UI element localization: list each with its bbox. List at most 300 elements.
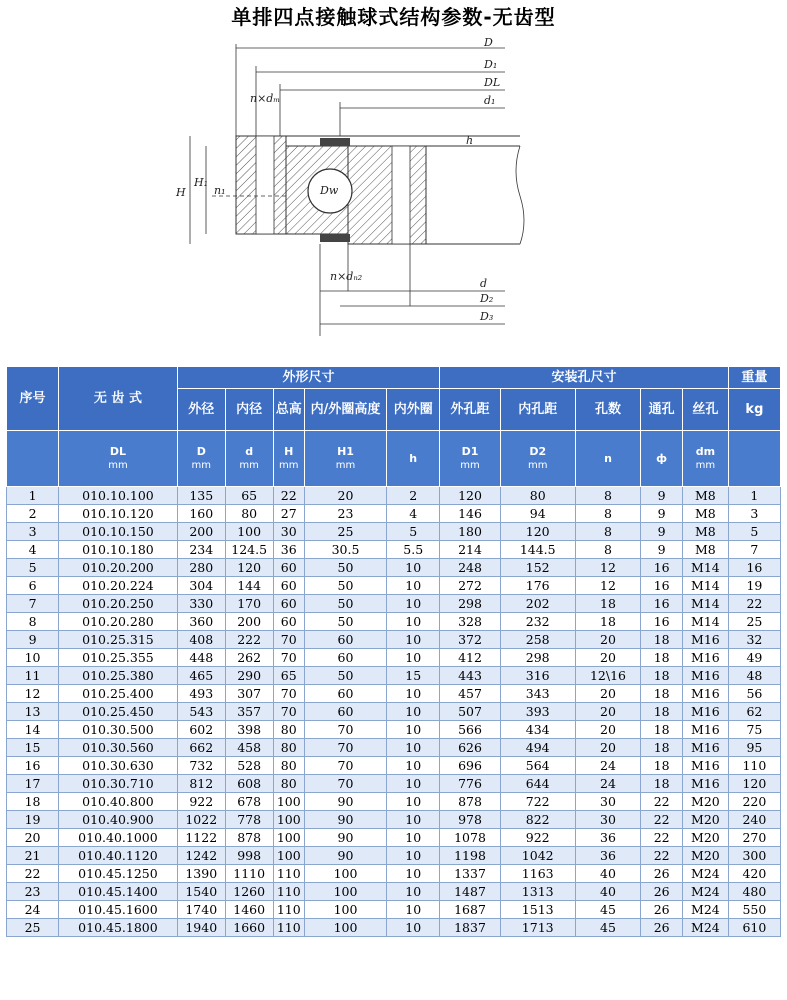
table-cell: M24 <box>682 901 728 919</box>
table-cell: 80 <box>273 775 304 793</box>
table-cell: 2 <box>7 505 59 523</box>
table-cell: 18 <box>641 775 683 793</box>
table-cell: 10 <box>387 739 440 757</box>
table-cell: 8 <box>575 523 641 541</box>
table-cell: 56 <box>728 685 780 703</box>
table-cell: M8 <box>682 523 728 541</box>
table-cell: 010.25.450 <box>59 703 178 721</box>
table-cell: 110 <box>273 883 304 901</box>
table-cell: 10 <box>387 919 440 937</box>
header-total-height: 总高 <box>273 389 304 431</box>
table-cell: 20 <box>575 685 641 703</box>
unit-kg <box>728 431 780 487</box>
table-cell: 10 <box>387 559 440 577</box>
table-cell: 010.20.280 <box>59 613 178 631</box>
table-cell: M8 <box>682 505 728 523</box>
table-cell: 550 <box>728 901 780 919</box>
header-ring-diff: 内外圈 <box>387 389 440 431</box>
table-cell: 10 <box>387 775 440 793</box>
table-cell: 393 <box>500 703 575 721</box>
table-cell: 412 <box>440 649 500 667</box>
table-cell: 10 <box>387 577 440 595</box>
table-cell: 528 <box>225 757 273 775</box>
table-row <box>7 595 781 613</box>
table-cell: 220 <box>728 793 780 811</box>
table-cell: 15 <box>387 667 440 685</box>
table-cell: 343 <box>500 685 575 703</box>
table-cell: 18 <box>641 685 683 703</box>
header-inner-hole: 内孔距 <box>500 389 575 431</box>
table-cell: 272 <box>440 577 500 595</box>
table-cell: 94 <box>500 505 575 523</box>
table-cell: 170 <box>225 595 273 613</box>
h-label: h <box>466 134 474 147</box>
spec-table <box>6 366 781 937</box>
table-cell: 662 <box>177 739 225 757</box>
header-kg: kg <box>728 389 780 431</box>
table-cell: 22 <box>641 847 683 865</box>
table-cell: 18 <box>641 721 683 739</box>
header-hole-count: 孔数 <box>575 389 641 431</box>
table-cell: 100 <box>304 901 386 919</box>
table-cell: M14 <box>682 577 728 595</box>
table-cell: 1337 <box>440 865 500 883</box>
table-cell: 010.40.900 <box>59 811 178 829</box>
table-cell: 15 <box>7 739 59 757</box>
table-cell: 010.30.560 <box>59 739 178 757</box>
table-cell: 1940 <box>177 919 225 937</box>
table-row <box>7 721 781 739</box>
table-cell: 270 <box>728 829 780 847</box>
table-cell: 19 <box>728 577 780 595</box>
table-cell: 7 <box>728 541 780 559</box>
header-type: 无 齿 式 <box>59 367 178 431</box>
unit-H: H mm <box>273 431 304 487</box>
table-cell: 11 <box>7 667 59 685</box>
unit-h: h <box>387 431 440 487</box>
table-cell: 8 <box>575 541 641 559</box>
table-cell: 1487 <box>440 883 500 901</box>
table-cell: 100 <box>273 847 304 865</box>
table-cell: 70 <box>304 721 386 739</box>
table-cell: 494 <box>500 739 575 757</box>
table-cell: 120 <box>225 559 273 577</box>
table-cell: 176 <box>500 577 575 595</box>
table-cell: 22 <box>641 829 683 847</box>
table-cell: 010.40.1000 <box>59 829 178 847</box>
unit-D2: D2 mm <box>500 431 575 487</box>
page-title: 单排四点接触球式结构参数-无齿型 <box>231 5 556 29</box>
table-cell: 70 <box>304 757 386 775</box>
table-row <box>7 631 781 649</box>
table-cell: 20 <box>575 649 641 667</box>
unit-dm: dm mm <box>682 431 728 487</box>
table-cell: 222 <box>225 631 273 649</box>
table-cell: 010.40.1120 <box>59 847 178 865</box>
table-cell: 010.10.180 <box>59 541 178 559</box>
table-cell: 36 <box>575 847 641 865</box>
header-through-hole: 通孔 <box>641 389 683 431</box>
table-cell: 1242 <box>177 847 225 865</box>
table-cell: 24 <box>575 775 641 793</box>
table-cell: 36 <box>575 829 641 847</box>
table-cell: 60 <box>304 685 386 703</box>
table-cell: 16 <box>641 559 683 577</box>
table-cell: 90 <box>304 811 386 829</box>
table-cell: 20 <box>575 631 641 649</box>
table-row <box>7 577 781 595</box>
table-cell: 010.10.150 <box>59 523 178 541</box>
table-cell: 232 <box>500 613 575 631</box>
table-cell: 20 <box>575 703 641 721</box>
table-cell: 144 <box>225 577 273 595</box>
table-cell: 18 <box>641 703 683 721</box>
table-cell: 100 <box>304 865 386 883</box>
table-cell: 20 <box>304 487 386 505</box>
table-cell: 398 <box>225 721 273 739</box>
table-cell: 010.30.630 <box>59 757 178 775</box>
table-cell: 10 <box>387 829 440 847</box>
table-cell: 465 <box>177 667 225 685</box>
table-cell: 10 <box>387 613 440 631</box>
table-cell: 70 <box>304 739 386 757</box>
header-outer-hole: 外孔距 <box>440 389 500 431</box>
table-cell: 48 <box>728 667 780 685</box>
table-cell: 70 <box>304 775 386 793</box>
table-cell: 328 <box>440 613 500 631</box>
table-cell: 1313 <box>500 883 575 901</box>
table-cell: 50 <box>304 613 386 631</box>
table-cell: 30 <box>575 811 641 829</box>
table-cell: 80 <box>500 487 575 505</box>
table-row <box>7 739 781 757</box>
table-cell: 80 <box>273 739 304 757</box>
table-cell: 3 <box>7 523 59 541</box>
table-cell: 30 <box>273 523 304 541</box>
table-cell: 12\16 <box>575 667 641 685</box>
table-cell: 65 <box>225 487 273 505</box>
table-cell: 80 <box>273 757 304 775</box>
table-cell: 457 <box>440 685 500 703</box>
table-cell: 4 <box>387 505 440 523</box>
table-cell: 234 <box>177 541 225 559</box>
table-cell: 50 <box>304 577 386 595</box>
table-cell: 258 <box>500 631 575 649</box>
table-cell: 1660 <box>225 919 273 937</box>
table-cell: 978 <box>440 811 500 829</box>
table-cell: 280 <box>177 559 225 577</box>
table-cell: 110 <box>273 865 304 883</box>
table-row <box>7 487 781 505</box>
table-cell: 214 <box>440 541 500 559</box>
table-cell: 22 <box>641 811 683 829</box>
table-cell: 8 <box>7 613 59 631</box>
table-row <box>7 793 781 811</box>
table-row <box>7 919 781 937</box>
table-cell: 20 <box>575 739 641 757</box>
unit-n: n <box>575 431 641 487</box>
table-cell: M16 <box>682 703 728 721</box>
table-cell: 5 <box>7 559 59 577</box>
table-cell: 144.5 <box>500 541 575 559</box>
h1-label: H₁ <box>194 176 209 189</box>
table-cell: M20 <box>682 829 728 847</box>
table-cell: 75 <box>728 721 780 739</box>
table-cell: 16 <box>641 613 683 631</box>
table-cell: 010.20.224 <box>59 577 178 595</box>
table-cell: 30 <box>575 793 641 811</box>
header-group-weight: 重量 <box>728 367 780 389</box>
header-thread-hole: 丝孔 <box>682 389 728 431</box>
n-dn2-label: n×dₙ₂ <box>330 270 363 283</box>
table-row <box>7 901 781 919</box>
table-cell: 1 <box>728 487 780 505</box>
table-cell: 493 <box>177 685 225 703</box>
table-cell: 5 <box>728 523 780 541</box>
table-cell: 70 <box>273 631 304 649</box>
table-cell: 10 <box>387 757 440 775</box>
table-cell: 248 <box>440 559 500 577</box>
table-cell: 2 <box>387 487 440 505</box>
table-cell: 608 <box>225 775 273 793</box>
table-cell: 010.25.380 <box>59 667 178 685</box>
unit-D: D mm <box>177 431 225 487</box>
table-cell: 9 <box>641 541 683 559</box>
table-cell: 95 <box>728 739 780 757</box>
table-cell: 60 <box>304 631 386 649</box>
table-cell: 298 <box>500 649 575 667</box>
table-cell: 16 <box>728 559 780 577</box>
table-cell: M14 <box>682 613 728 631</box>
table-cell: 10 <box>387 901 440 919</box>
table-cell: 18 <box>641 667 683 685</box>
table-cell: M24 <box>682 865 728 883</box>
header-ring-height: 内/外圈高度 <box>304 389 386 431</box>
table-cell: M16 <box>682 721 728 739</box>
table-cell: 722 <box>500 793 575 811</box>
table-cell: 21 <box>7 847 59 865</box>
table-cell: 10 <box>387 793 440 811</box>
table-cell: 878 <box>440 793 500 811</box>
table-cell: 9 <box>7 631 59 649</box>
table-cell: 1837 <box>440 919 500 937</box>
table-cell: 10 <box>387 865 440 883</box>
table-cell: 1540 <box>177 883 225 901</box>
table-cell: 732 <box>177 757 225 775</box>
table-cell: 45 <box>575 901 641 919</box>
table-cell: 12 <box>575 559 641 577</box>
header-group-outer: 外形尺寸 <box>177 367 440 389</box>
table-cell: 80 <box>225 505 273 523</box>
d-label: d <box>480 277 488 290</box>
table-cell: 36 <box>273 541 304 559</box>
table-cell: 18 <box>575 613 641 631</box>
table-cell: 18 <box>641 649 683 667</box>
table-cell: 50 <box>304 595 386 613</box>
table-cell: 90 <box>304 793 386 811</box>
table-cell: 010.10.120 <box>59 505 178 523</box>
table-cell: 566 <box>440 721 500 739</box>
table-cell: 100 <box>304 883 386 901</box>
table-cell: 16 <box>7 757 59 775</box>
table-cell: M14 <box>682 595 728 613</box>
h-total-label: H <box>176 186 186 199</box>
table-cell: 70 <box>273 703 304 721</box>
table-cell: M20 <box>682 811 728 829</box>
table-cell: 7 <box>7 595 59 613</box>
table-row <box>7 667 781 685</box>
table-cell: 240 <box>728 811 780 829</box>
table-row <box>7 757 781 775</box>
unit-d: d mm <box>225 431 273 487</box>
table-cell: 1513 <box>500 901 575 919</box>
table-cell: M24 <box>682 919 728 937</box>
table-cell: 10 <box>387 847 440 865</box>
table-cell: 9 <box>641 523 683 541</box>
table-cell: 678 <box>225 793 273 811</box>
table-cell: 50 <box>304 559 386 577</box>
table-row <box>7 829 781 847</box>
table-cell: 822 <box>500 811 575 829</box>
header-group-mount: 安装孔尺寸 <box>440 367 728 389</box>
table-cell: 1022 <box>177 811 225 829</box>
table-cell: 12 <box>575 577 641 595</box>
table-cell: 16 <box>641 595 683 613</box>
table-cell: 70 <box>273 685 304 703</box>
table-cell: 1122 <box>177 829 225 847</box>
table-cell: 998 <box>225 847 273 865</box>
table-cell: M14 <box>682 559 728 577</box>
table-cell: 010.25.315 <box>59 631 178 649</box>
table-cell: 60 <box>273 577 304 595</box>
table-cell: 010.25.355 <box>59 649 178 667</box>
table-cell: 124.5 <box>225 541 273 559</box>
table-row <box>7 649 781 667</box>
table-cell: 100 <box>273 811 304 829</box>
table-cell: 18 <box>7 793 59 811</box>
table-cell: 5 <box>387 523 440 541</box>
table-row <box>7 505 781 523</box>
table-cell: M16 <box>682 775 728 793</box>
table-cell: M16 <box>682 667 728 685</box>
table-cell: 110 <box>273 901 304 919</box>
table-cell: 25 <box>304 523 386 541</box>
table-cell: 100 <box>225 523 273 541</box>
table-cell: 6 <box>7 577 59 595</box>
table-cell: 12 <box>7 685 59 703</box>
table-cell: 372 <box>440 631 500 649</box>
spec-table-body <box>7 487 781 937</box>
table-cell: 878 <box>225 829 273 847</box>
table-cell: 146 <box>440 505 500 523</box>
table-cell: 18 <box>575 595 641 613</box>
table-cell: 602 <box>177 721 225 739</box>
table-cell: 564 <box>500 757 575 775</box>
table-cell: 18 <box>641 757 683 775</box>
table-row <box>7 865 781 883</box>
table-cell: 5.5 <box>387 541 440 559</box>
table-cell: 110 <box>273 919 304 937</box>
table-cell: 24 <box>7 901 59 919</box>
table-cell: M8 <box>682 487 728 505</box>
table-cell: 10 <box>387 649 440 667</box>
table-cell: 180 <box>440 523 500 541</box>
table-cell: 22 <box>273 487 304 505</box>
table-cell: 010.45.1400 <box>59 883 178 901</box>
table-cell: 10 <box>387 811 440 829</box>
table-cell: M16 <box>682 631 728 649</box>
table-cell: 10 <box>387 703 440 721</box>
table-cell: 262 <box>225 649 273 667</box>
table-cell: 1042 <box>500 847 575 865</box>
table-cell: 626 <box>440 739 500 757</box>
table-cell: 1198 <box>440 847 500 865</box>
table-cell: 26 <box>641 901 683 919</box>
table-cell: 922 <box>500 829 575 847</box>
table-cell: 10 <box>387 685 440 703</box>
table-row <box>7 559 781 577</box>
table-cell: 300 <box>728 847 780 865</box>
table-cell: 10 <box>387 631 440 649</box>
table-row <box>7 541 781 559</box>
table-cell: 22 <box>7 865 59 883</box>
table-cell: 290 <box>225 667 273 685</box>
table-row <box>7 775 781 793</box>
table-cell: 22 <box>728 595 780 613</box>
table-cell: 40 <box>575 883 641 901</box>
table-cell: M16 <box>682 685 728 703</box>
table-cell: 18 <box>641 631 683 649</box>
table-cell: 10 <box>387 883 440 901</box>
table-cell: 100 <box>273 793 304 811</box>
unit-D1: D1 mm <box>440 431 500 487</box>
table-cell: 1078 <box>440 829 500 847</box>
table-cell: 25 <box>728 613 780 631</box>
table-cell: M20 <box>682 847 728 865</box>
table-cell: 152 <box>500 559 575 577</box>
table-cell: 100 <box>273 829 304 847</box>
table-cell: 90 <box>304 829 386 847</box>
header-outer-dia: 外径 <box>177 389 225 431</box>
table-cell: 010.40.800 <box>59 793 178 811</box>
table-cell: 60 <box>273 595 304 613</box>
table-cell: 010.20.250 <box>59 595 178 613</box>
unit-H1: H1 mm <box>304 431 386 487</box>
table-cell: 010.25.400 <box>59 685 178 703</box>
table-row <box>7 847 781 865</box>
table-cell: 60 <box>273 613 304 631</box>
header-seq: 序号 <box>7 367 59 431</box>
table-row <box>7 811 781 829</box>
D-label: D <box>484 36 493 49</box>
table-cell: 16 <box>641 577 683 595</box>
table-cell: 3 <box>728 505 780 523</box>
table-cell: 1260 <box>225 883 273 901</box>
table-cell: 20 <box>7 829 59 847</box>
table-cell: 10 <box>7 649 59 667</box>
unit-seq <box>7 431 59 487</box>
table-cell: 23 <box>7 883 59 901</box>
unit-phi: ф <box>641 431 683 487</box>
table-cell: 26 <box>641 919 683 937</box>
table-cell: 922 <box>177 793 225 811</box>
table-cell: 70 <box>273 649 304 667</box>
table-cell: 60 <box>273 559 304 577</box>
table-cell: 434 <box>500 721 575 739</box>
table-cell: 120 <box>440 487 500 505</box>
table-cell: 357 <box>225 703 273 721</box>
table-cell: 27 <box>273 505 304 523</box>
